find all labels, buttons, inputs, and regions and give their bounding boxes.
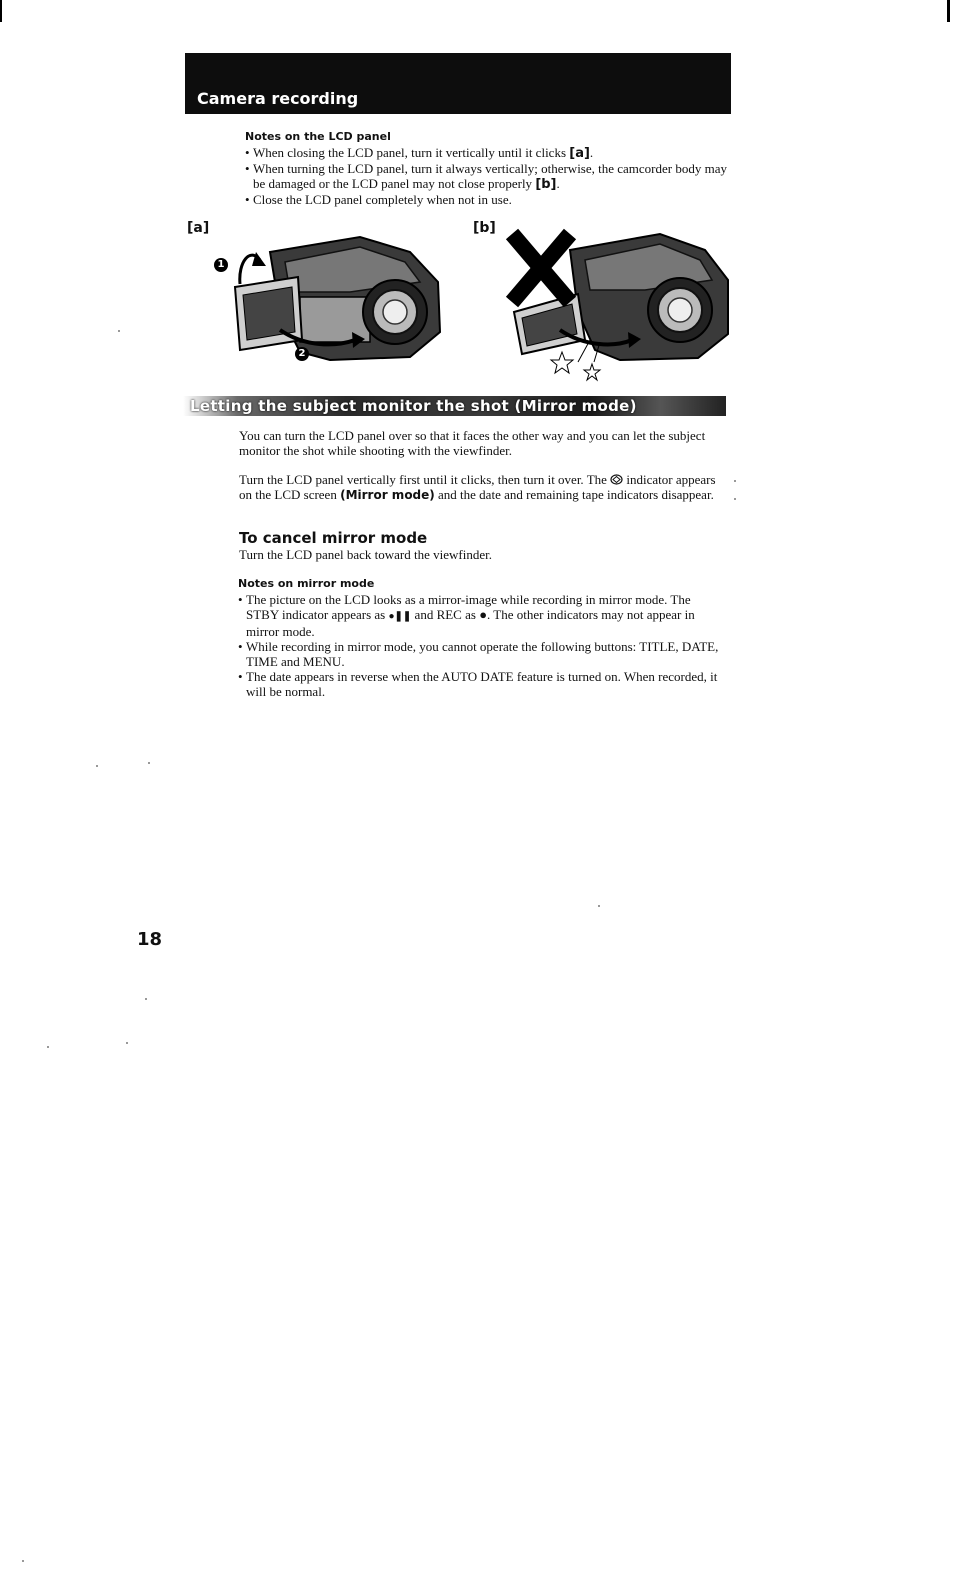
- section-header-title: Camera recording: [197, 89, 359, 108]
- mirror-instructions-paragraph: Turn the LCD panel vertically first until it clicks, then turn it over. The indicator appears on the LCD screen (Mirror mode) and the date and remaining tape indicators disappear.: [239, 472, 716, 502]
- figure-a-label: [a]: [187, 220, 210, 236]
- mirror-mode-icon: [610, 474, 623, 485]
- mirror-note-3: • The date appears in reverse when the AUTO DATE feature is turned on. When recorded, it will be normal.: [238, 669, 723, 699]
- scan-speck: [47, 1046, 49, 1048]
- mirror-note-1: • The picture on the LCD looks as a mirror-image while recording in mirror mode. The STBY indicator appears as ●❚❚ and REC as ●. The other indicators may not appear in mirror mode.: [238, 592, 723, 639]
- scan-speck: [598, 905, 600, 907]
- figure-a-camcorder-illustration: [210, 222, 450, 372]
- page-number: 18: [137, 929, 163, 950]
- cancel-mirror-heading: To cancel mirror mode: [239, 529, 428, 547]
- scan-speck: [22, 1560, 24, 1562]
- ref-a: [a]: [569, 146, 590, 161]
- figure-b-camcorder-illustration: [500, 222, 735, 387]
- mirror-notes-heading: Notes on mirror mode: [238, 577, 375, 590]
- mirror-intro-paragraph: You can turn the LCD panel over so that it faces the other way and you can let the subject monitor the shot while shooting with the viewfinder.: [239, 428, 706, 458]
- mirror-notes-list: [238, 592, 723, 699]
- scan-speck: [96, 765, 98, 767]
- mirror-mode-section-title: Letting the subject monitor the shot (Mirror mode): [190, 397, 637, 415]
- scan-speck: [126, 1042, 128, 1044]
- mirror-note-2: • While recording in mirror mode, you cannot operate the following buttons: TITLE, DATE, TIME and MENU.: [238, 639, 723, 669]
- ref-b: [b]: [535, 177, 557, 192]
- scan-speck: [145, 998, 147, 1000]
- lcd-notes-heading: Notes on the LCD panel: [245, 130, 391, 143]
- step-2-marker: 2: [295, 347, 309, 361]
- scan-speck: [148, 762, 150, 764]
- rec-symbol: ●: [479, 607, 488, 622]
- lcd-note-1: • When closing the LCD panel, turn it vertically until it clicks [a].: [245, 145, 730, 161]
- scan-speck: [118, 330, 120, 332]
- left-edge-mark: [0, 0, 2, 22]
- right-edge-mark: [947, 0, 950, 22]
- lcd-note-3: • Close the LCD panel completely when not in use.: [245, 192, 730, 207]
- scan-speck: [734, 498, 736, 500]
- scan-speck: [734, 480, 736, 482]
- cancel-mirror-text: Turn the LCD panel back toward the viewfinder.: [239, 547, 492, 562]
- stby-symbol: ●❚❚: [388, 611, 412, 622]
- figure-b-label: [b]: [473, 220, 496, 236]
- mirror-mode-term: (Mirror mode): [340, 488, 435, 502]
- lcd-note-2: • When turning the LCD panel, turn it always vertically; otherwise, the camcorder body may be damaged or the LCD panel may not close properly [b].: [245, 161, 730, 192]
- step-1-marker: 1: [214, 258, 228, 272]
- lcd-notes-list: [245, 145, 730, 207]
